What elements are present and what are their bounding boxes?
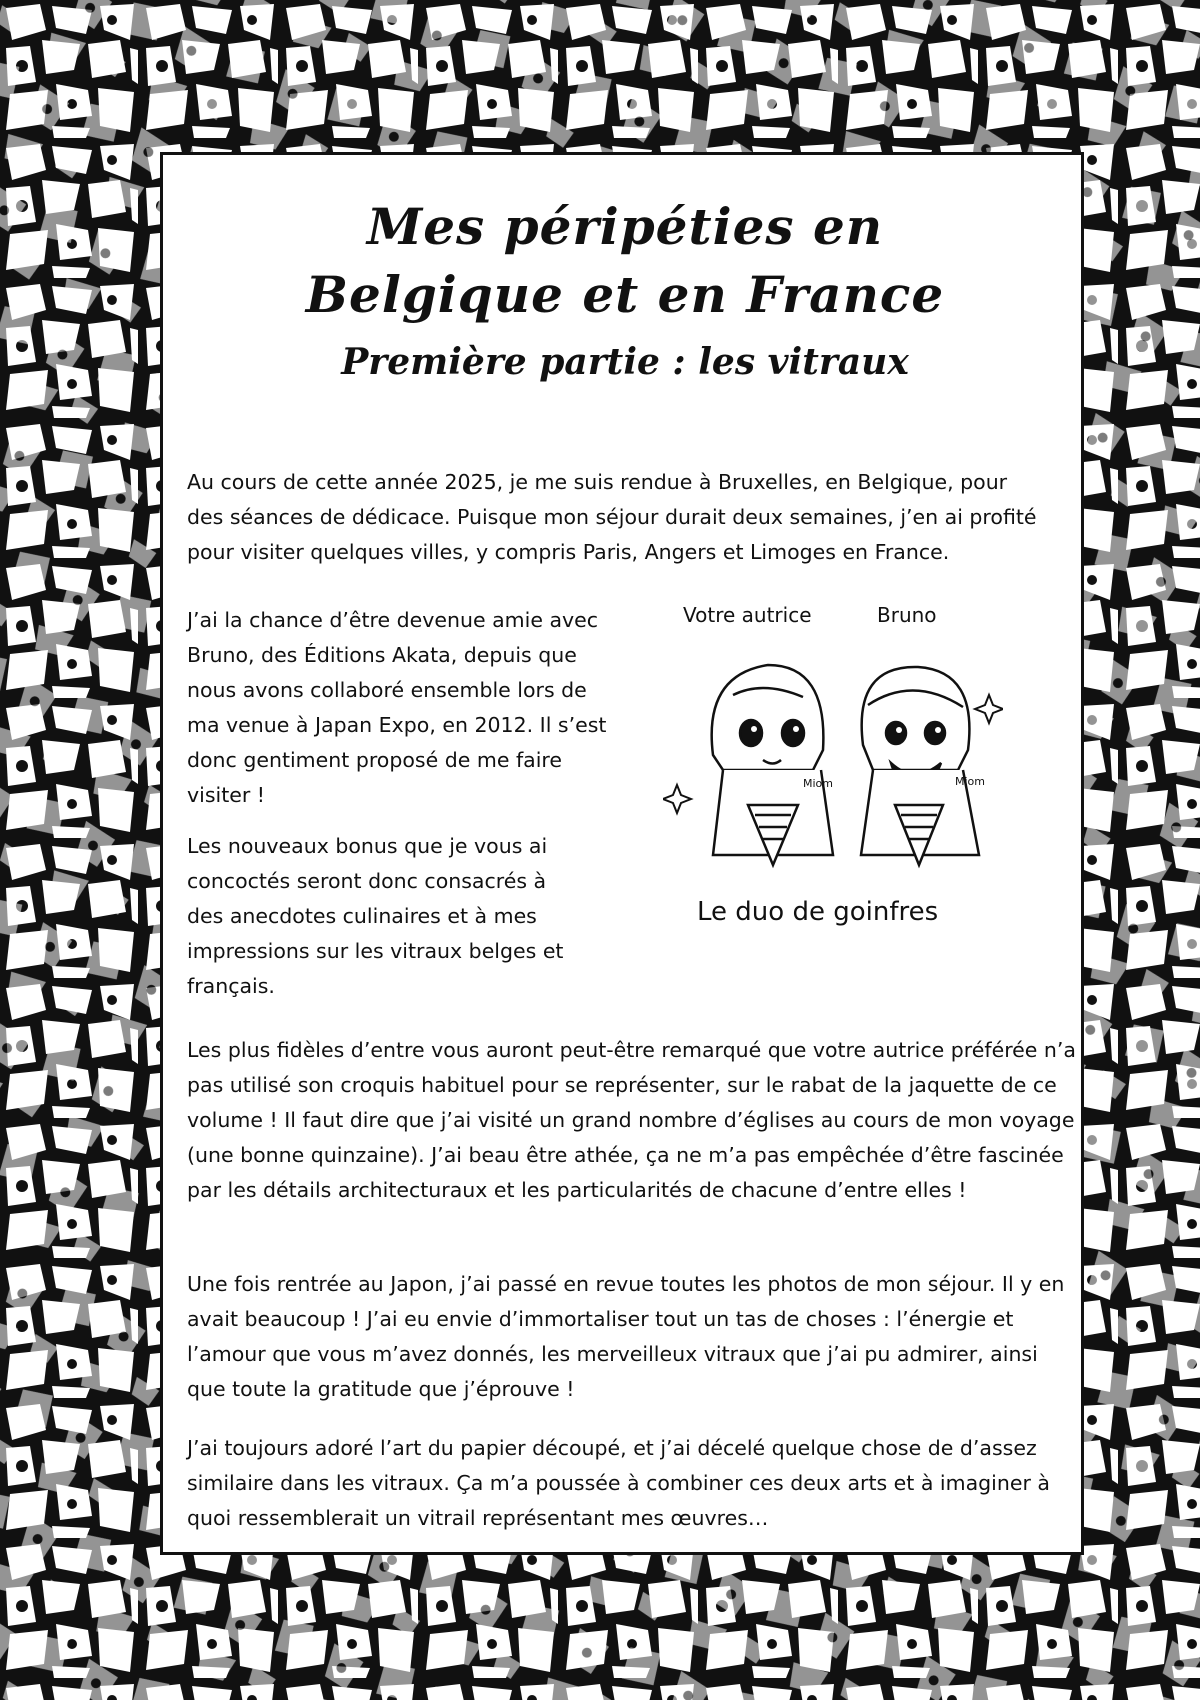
sparkle-icon [975, 695, 1003, 723]
subtitle: Première partie : les vitraux [341, 341, 909, 383]
sfx-miom-left: Miom [803, 777, 833, 790]
content-panel [160, 152, 1084, 1555]
bruno-character [861, 667, 979, 865]
paragraph-bruno: J’ai la chance d’être devenue amie avec Bruno, des Éditions Akata, depuis que nous avons collaboré ensemble lors de ma venue à Japan Expo, en 2012. Il s’est donc gentiment proposé de me faire visiter ! [187, 608, 607, 807]
paragraph-churches: Les plus fidèles d’entre vous auront peut-être remarqué que votre autrice préférée n’a pas utilisé son croquis habituel pour se représenter, sur le rabat de la jaquette de ce volume ! Il faut dire que j’ai visité un grand nombre d’églises au cours de mon voyage (une bonne quinzaine). J’ai beau être athée, ça ne m’a pas empêchée d’être fascinée par les détails architecturaux et les particularités de chacune d’entre elles ! [187, 1038, 1076, 1202]
label-bruno: Bruno [877, 603, 937, 627]
sfx-miom-right: Miom [955, 775, 985, 788]
paragraph-intro: Au cours de cette année 2025, je me suis rendue à Bruxelles, en Belgique, pour des séances de dédicace. Puisque mon séjour durait deux semaines, j’en ai profité pour visiter quelques villes, y compris Paris, Angers et Limoges en France. [187, 470, 1037, 564]
sparkle-icon [663, 785, 691, 813]
duo-illustration [663, 635, 1003, 885]
paragraph-bonus: Les nouveaux bonus que je vous ai concoctés seront donc consacrés à des anecdotes culinaires et à mes impressions sur les vitraux belges et français. [187, 834, 564, 998]
author-character [712, 665, 833, 865]
paragraph-japan: Une fois rentrée au Japon, j’ai passé en revue toutes les photos de mon séjour. Il y en avait beaucoup ! J’ai eu envie d’immortaliser tout un tas de choses : l’énergie et l’amour que vous m’avez donnés, les merveilleux vitraux que j’ai pu admirer, ainsi que toute la gratitude que j’éprouve ! [187, 1272, 1065, 1401]
paragraph-paper-art: J’ai toujours adoré l’art du papier découpé, et j’ai décelé quelque chose de d’assez similaire dans les vitraux. Ça m’a poussée à combiner ces deux arts et à imaginer à quoi ressemblerait un vitrail représentant mes œuvres… [187, 1436, 1050, 1530]
label-author: Votre autrice [683, 603, 812, 627]
illustration-caption: Le duo de goinfres [697, 897, 939, 927]
title-line-1: Mes péripéties en [366, 197, 884, 256]
title-line-2: Belgique et en France [305, 265, 945, 324]
